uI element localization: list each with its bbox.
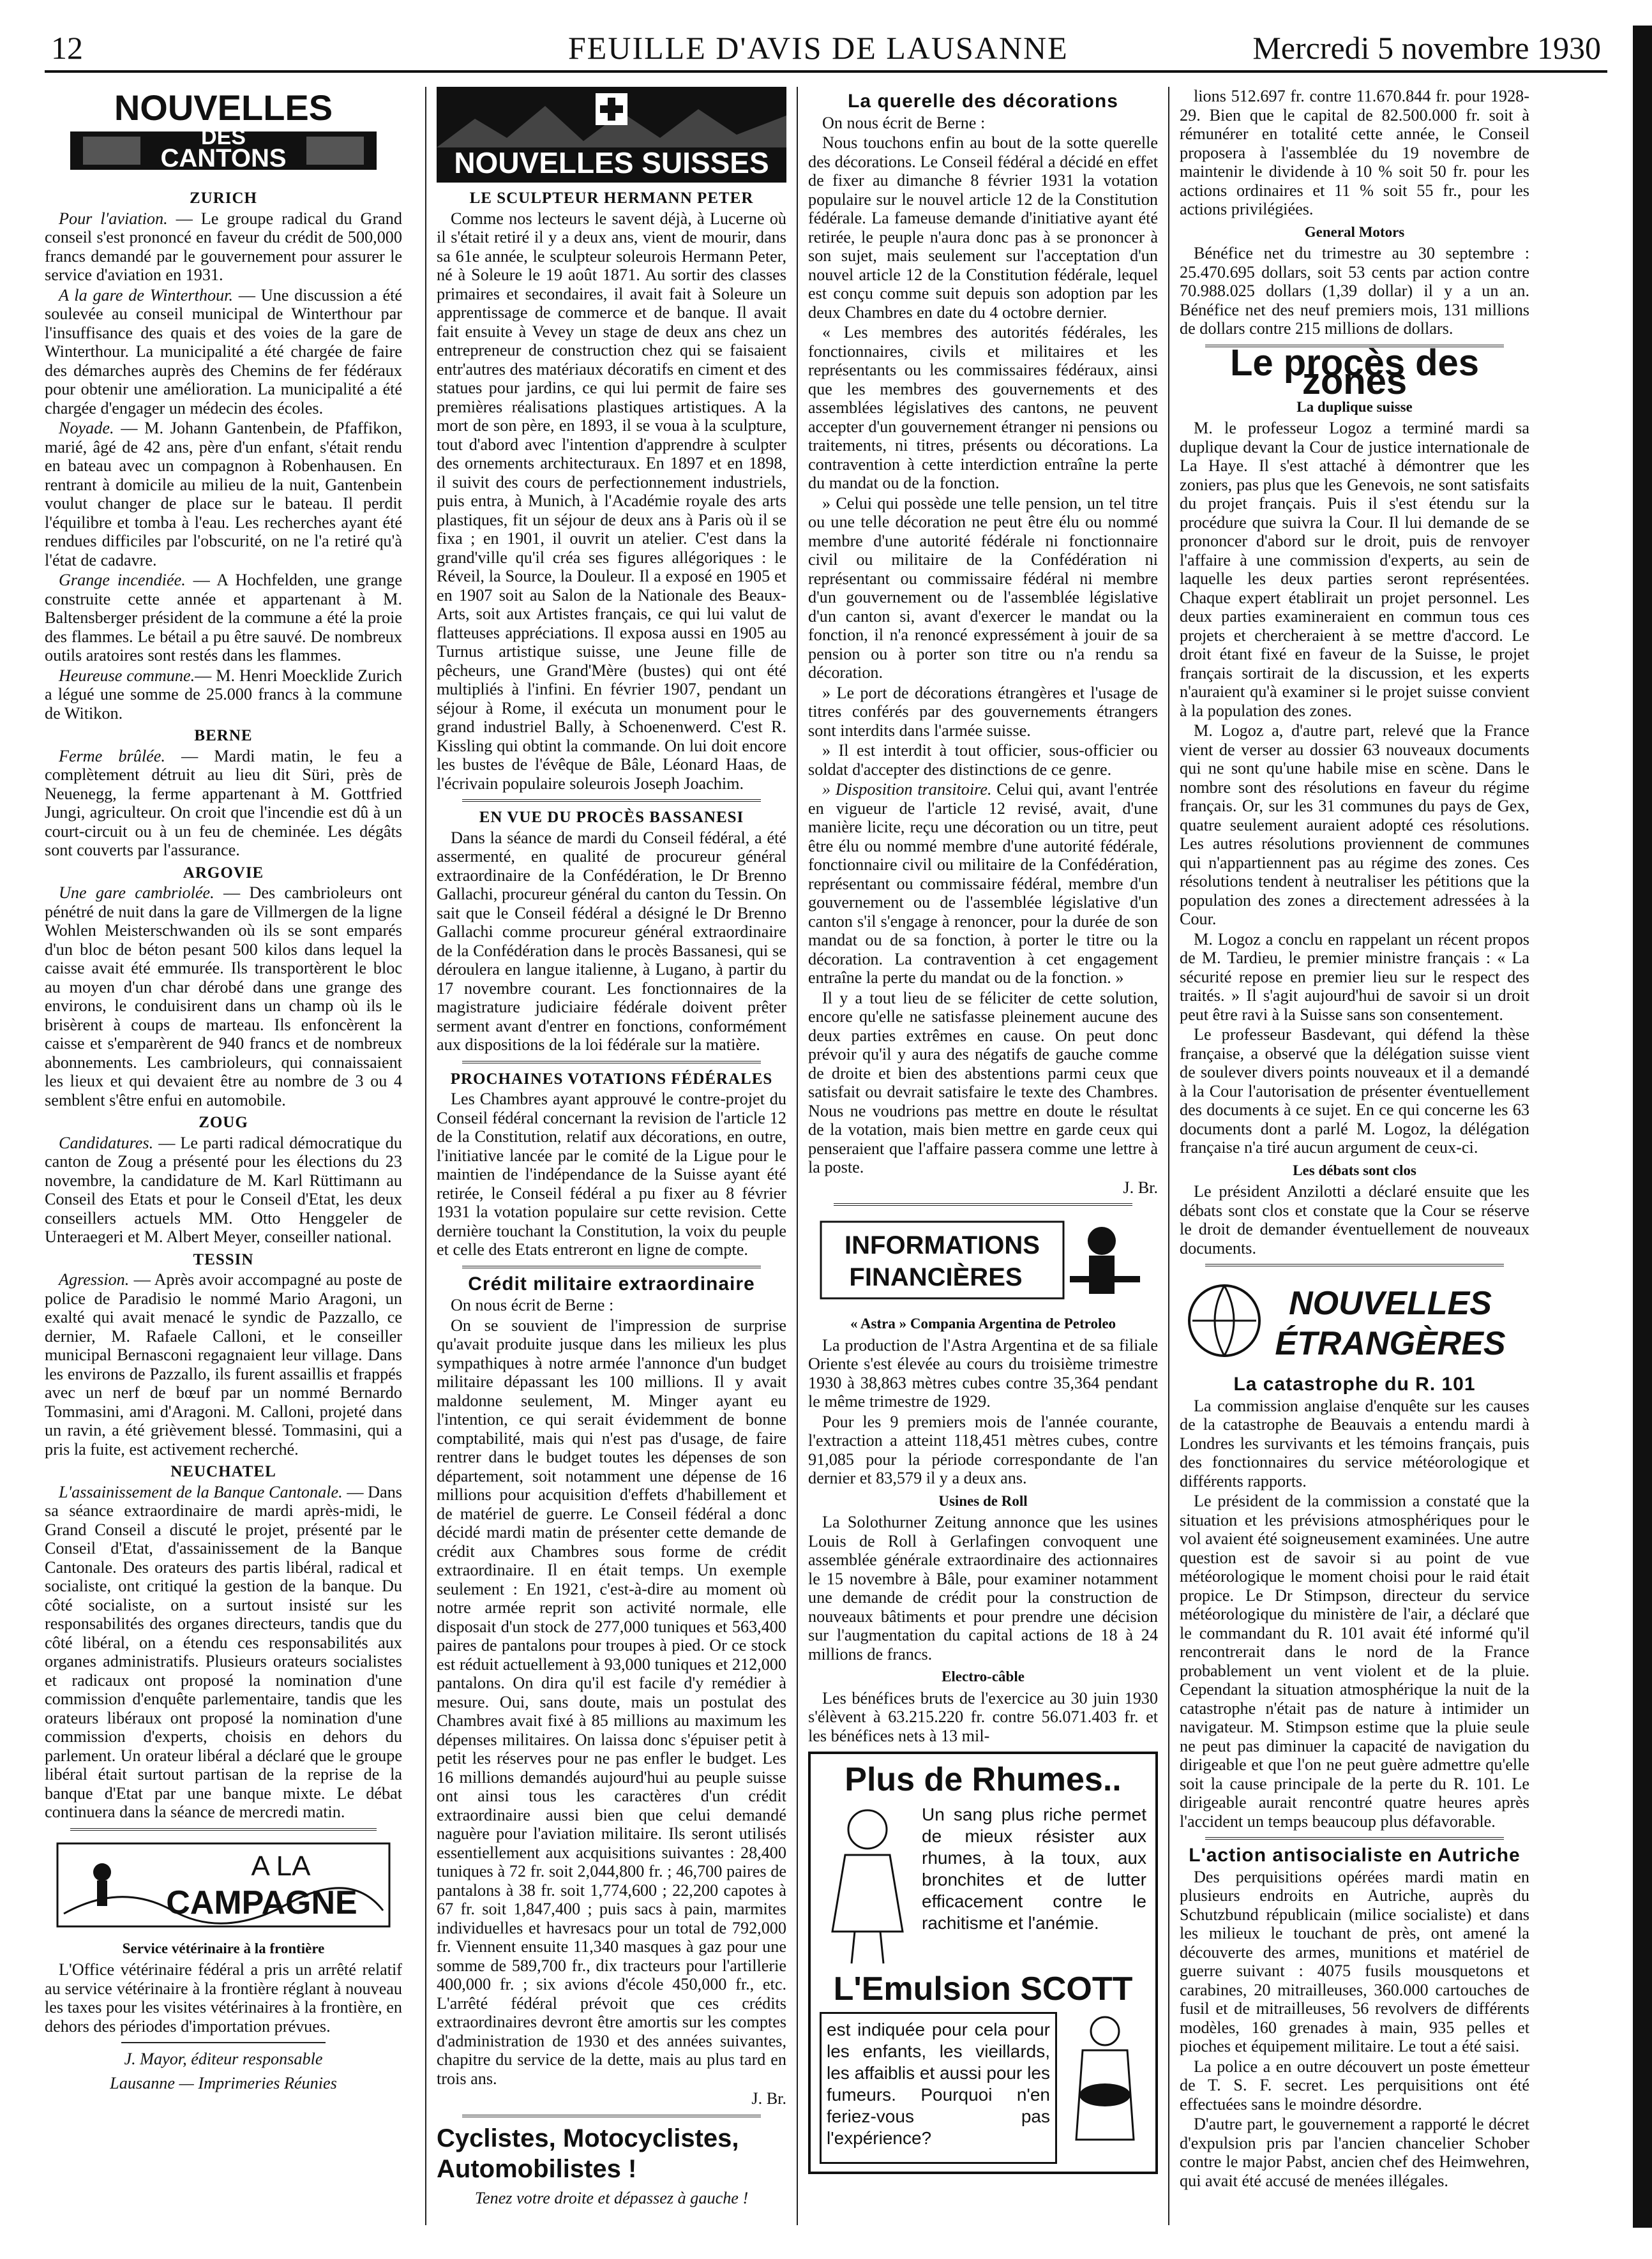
heading-proces-des-zones: Le procès des zones (1229, 341, 1480, 402)
lead: Ferme brûlée. (59, 746, 165, 765)
article-paragraph: » Disposition transitoire. Celui qui, avant l'entrée en vigueur de l'article 12 revisé, avait, d'une manière licite, reçu une décoration ou un titre, peut être élu ou nommé membre d'une autorité fédérale, fonctionnaire civil ou militaire de la Confédération, représentant ou commissaire fédéral, membre d'un gouvernement ou de l'assemblée législative d'un canton s'il s'engage à renoncer, pour la durée de son mandat ou de sa fonction, à porter le titre ou la décoration. La contravention à cet engagement entraîne la perte du mandat ou de la fonction. » (808, 780, 1158, 987)
lead: Heureuse commune. (59, 666, 195, 685)
ad-line-1: Cyclistes, Motocyclistes, (437, 2124, 739, 2152)
page-number: 12 (51, 30, 83, 66)
banner-word-1: NOUVELLES (114, 87, 333, 128)
banner-nouvelles-suisses (437, 87, 786, 183)
column-4 (1168, 87, 1529, 2225)
banner-word-2: ÉTRANGÈRES (1275, 1325, 1506, 1362)
heading-neuchatel: NEUCHATEL (170, 1463, 276, 1480)
scan-edge-bar (1633, 26, 1652, 2228)
banner-informations-financieres (808, 1212, 1158, 1308)
article-paragraph: L'assainissement de la Banque Cantonale. — Dans sa séance extraordinaire de mardi après-midi, le Grand Conseil a discuté le projet, présenté par le Conseil d'Etat, d'assainissement de la Banque Cantonale. Des orateurs des partis libéral, radical et socialiste, ont critiqué la gestion de la banque. Du côté socialiste, on a surtout insisté sur les responsabilités des organes directeurs, tandis que du côté libéral, on a étendu ces responsabilités aux organes administratifs. Plusieurs orateurs socialistes et radicaux ont proposé la nomination d'une commission d'enquête parlementaire, tandis que les orateurs libéraux ont proposé la nomination d'une commission d'experts, choisis en dehors du parlement. Un orateur libéral a déclaré que le groupe libéral était surtout partisan de la reprise de la banque d'Etat par une banque mixte. Le débat continuera dans la séance de mercredi matin. (45, 1482, 402, 1821)
heading-zurich: ZURICH (189, 190, 257, 207)
heading-veterinaire: Service vétérinaire à la frontière (122, 1940, 325, 1956)
banner-word-1: A LA (251, 1850, 311, 1882)
column-3 (797, 87, 1158, 2225)
banner-title: NOUVELLES SUISSES (454, 146, 769, 179)
fisherman-illustration (1063, 2012, 1146, 2165)
column-2 (425, 87, 786, 2225)
ad-cyclistes (437, 2124, 786, 2208)
lead: Une gare cambriolée. (59, 883, 214, 902)
heading-r101: La catastrophe du R. 101 (1233, 1374, 1476, 1395)
lead: Noyade. (59, 419, 114, 437)
divider (1205, 1837, 1504, 1840)
signature: J. Br. (1123, 1178, 1158, 1197)
masthead (45, 26, 1607, 73)
heading-votations: PROCHAINES VOTATIONS FÉDÉRALES (450, 1070, 773, 1088)
child-illustration (820, 1804, 915, 1970)
banner-word-1: NOUVELLES (1289, 1285, 1492, 1322)
divider (462, 2115, 761, 2117)
signature: J. Br. (751, 2089, 786, 2108)
banner-nouvelles-etrangeres (1180, 1273, 1529, 1369)
article-paragraph: Pour les 9 premiers mois de l'année courante, l'extraction a atteint 118,451 mètres cubes, contre 91,085 pour la période correspondante de l'an dernier et 83,579 il y a deux ans. (808, 1412, 1158, 1487)
article-continuation: lions 512.697 fr. contre 11.670.844 fr. pour 1928-29. Bien que le capital de 82.500.000 fr. soit à rémunérer en totalité cette année, le Conseil proposera à l'assemblée du 19 novembre de maintenir le dividende à 10 % soit 50 fr. pour les actions ordinaires et 11 % soit 55 fr., pour les actions privilégiées. (1180, 87, 1529, 218)
article-paragraph: Il y a tout lieu de se féliciter de cette solution, encore qu'elle ne satisfasse pleinement aucune des deux parties extrêmes en cause. On peut donc prévoir qu'il y aura des négatifs de gauche comme de droite et bien des abstentions parmi ceux que satisfait ou devrait satisfaire le texte des Chambres. Nous ne voudrions pas mettre en doute le résultat de la votation, mais bien mettre en garde ceux qui penseraient que l'affaire passera comme une lettre à la poste. (808, 988, 1158, 1176)
issue-date: Mercredi 5 novembre 1930 (1252, 30, 1601, 66)
lead: » Disposition transitoire. (822, 780, 992, 799)
editor-credit: J. Mayor, éditeur responsable (124, 2050, 323, 2068)
article-paragraph: » Il est interdit à tout officier, sous-officier ou soldat d'accepter des distinctions de ce genre. (808, 741, 1158, 779)
banner-nouvelles-des-cantons (45, 87, 402, 183)
article-paragraph: Ferme brûlée. — Mardi matin, le feu a complètement détruit au lieu dit Süri, près de Neuenegg, la ferme appartenant à M. Gottfried Jungi, agriculteur. On croit que l'incendie est dû à un court-circuit ou à un feu de cheminée. Les dégâts sont couverts par l'assurance. (45, 746, 402, 859)
article-paragraph: Les Chambres ayant approuvé le contre-projet du Conseil fédéral concernant la revision de l'article 12 de la Constitution, relatif aux décorations, en outre, l'initiative lancée par le comité de la Ligue pour le maintien de l'indépendance de la Suisse ayant été retirée, le Conseil fédéral a pu fixer au 8 février 1931 la votation populaire sur cette revision. Cette dernière touchant la Constitution, la voix du peuple et celle des Etats entreront en ligne de compte. (437, 1090, 786, 1259)
article-paragraph: M. Logoz a conclu en rappelant un récent propos de M. Tardieu, le premier ministre français : « La sécurité repose en premier lieu sur le respect des traités. » Il s'agit aujourd'hui de savoir si un droit peut être ravi à la Suisse sans son consentement. (1180, 929, 1529, 1024)
heading-tessin: TESSIN (193, 1250, 254, 1268)
article-paragraph: Nous touchons enfin au bout de la sotte querelle des décorations. Le Conseil fédéral a décidé en effet de fixer au dimanche 8 février 1931 la votation populaire sur le nouvel article 12 de la Constitution fédérale. La fameuse demande d'initiative ayant été retirée, le peuple n'aura donc pas à se prononcer à son sujet, mais seulement sur l'acceptation d'un nouvel article 12 de la Constitution fédérale, lequel est conçu comme suit depuis son adoption par les deux Chambres en date du 4 octobre dernier. (808, 133, 1158, 322)
heading-general-motors: General Motors (1304, 223, 1405, 240)
banner-word-2: DES (201, 125, 246, 149)
banner-word-3: CANTONS (160, 144, 287, 172)
ad-text-1: Un sang plus riche permet de mieux résister aux rhumes, à la toux, aux bronchites et de lutter efficacement contre le rachitisme et l'anémie. (922, 1805, 1146, 1933)
divider (462, 1266, 761, 1268)
heading-decorations: La querelle des décorations (848, 91, 1118, 112)
lead: L'assainissement de la Banque Cantonale. (59, 1482, 343, 1501)
heading-zoug: ZOUG (199, 1114, 248, 1131)
divider (462, 799, 761, 802)
article-paragraph: Le professeur Basdevant, qui défend la thèse française, a observé que la délégation suisse vient de soulever divers points nouveaux et il a demandé à la Cour l'autorisation de présenter éventuellement des documents à ce sujet. En ce qui concerne les 63 documents dont a parlé M. Logoz, la délégation française n'a tiré aucun argument de ceux-ci. (1180, 1025, 1529, 1157)
banner-a-la-campagne (45, 1837, 402, 1933)
article-paragraph: Une gare cambriolée. — Des cambrioleurs ont pénétré de nuit dans la gare de Villmergen de la ligne Wohlen Meisterschwanden où ils se sont emparés d'un bloc de béton pesant 500 kilos dans lequel la caisse avait été emmurée. Ils transportèrent le bloc au moyen d'un char dérobé dans une grange des environs, le conduisirent dans un champ où ils le brisèrent à coups de marteau. Ils enfoncèrent la caisse et s'emparèrent de 940 francs et de nombreux abonnements. Les cambrioleurs, qui connaissaient les lieux et qui devaient être au nombre de 3 ou 4 semblent s'être enfui en automobile. (45, 883, 402, 1109)
ad-text-2: est indiquée pour cela pour les enfants, les vieillards, les affaiblis et aussi pour les fumeurs. Pourquoi n'en feriez-vous pas l'expérience? (820, 2012, 1057, 2164)
lead: A la gare de Winterthour. (59, 285, 233, 304)
article-paragraph: Noyade. — M. Johann Gantenbein, de Pfaffikon, marié, âgé de 42 ans, père d'un enfant, s'était rendu en bateau avec un compagnon à Robenhausen. En rentrant à domicile au milieu de la nuit, Gantenbein voulut changer de place sur le bateau. Il perdit l'équilibre et tomba à l'eau. Les recherches ayant été rendues difficiles par l'obscurité, on ne l'a retiré qu'à l'état de cadavre. (45, 419, 402, 569)
article-paragraph: D'autre part, le gouvernement a rapporté le décret d'expulsion pris par l'ancien chancelier Schober contre le major Pabst, ancien chef des Heimwehren, qui avait été accusé de menées illégales. (1180, 2115, 1529, 2190)
ad-line-3: Tenez votre droite et dépassez à gauche ! (474, 2188, 749, 2207)
heading-bassanesi: EN VUE DU PROCÈS BASSANESI (479, 809, 744, 826)
article-paragraph: M. le professeur Logoz a terminé mardi sa duplique devant la Cour de justice internationale de La Haye. Il s'est attaché à démontrer que les zoniers, pas plus que les Genevois, ne sont satisfaits du projet français. Puis il s'est étendu sur la procédure que suivra la Cour. Il lui demande de se prononcer d'abord sur le droit, puis de renvoyer l'affaire à une commission d'experts, au sein de laquelle les deux parties seront représentées. Chaque expert établirait un projet personnel. Les deux parties examineraient en commun tous ces projets et chercheraient à se mettre d'accord. Le droit étant fixé en faveur de la Suisse, le projet français sortirait de la discussion, et les experts n'auraient qu'à examiner si le projet suisse convient à la population des zones. (1180, 419, 1529, 720)
divider (1205, 1264, 1504, 1266)
lead: Grange incendiée. (59, 571, 186, 589)
article-paragraph: Grange incendiée. — A Hochfelden, une grange construite cette année et appartenant à M. Baltensberger président de la commune a été la proie des flammes. Le bétail a pu être sauvé. De nombreux outils aratoires sont restés dans les flammes. (45, 571, 402, 664)
printer-credit: Lausanne — Imprimeries Réunies (110, 2073, 337, 2092)
divider (70, 1828, 377, 1831)
newspaper-page (45, 26, 1607, 2228)
article-paragraph: Les bénéfices bruts de l'exercice au 30 juin 1930 s'élèvent à 63.215.220 fr. contre 56.071.403 fr. et les bénéfices nets à 13 mil- (808, 1688, 1158, 1745)
lead: Agression. (59, 1270, 130, 1289)
heading-autriche: L'action antisocialiste en Autriche (1189, 1845, 1521, 1866)
heading-roll: Usines de Roll (938, 1492, 1028, 1509)
article-paragraph: La commission anglaise d'enquête sur les causes de la catastrophe de Beauvais a entendu mardi à Londres les survivants et les témoins français, puis des fonctionnaires du service météorologique et différents rapports. (1180, 1396, 1529, 1490)
lead: Candidatures. (59, 1133, 154, 1152)
article-paragraph: » Celui qui possède une telle pension, un tel titre ou une telle décoration ne peut être élu ou nommé membre d'une autorité fédérale ni fonctionnaire civil ou militaire de la Confédération ni représentant ou commissaire fédéral ni membre d'un gouvernement ou de l'assemblée législative d'un canton si, avant d'exercer le mandat ou la fonction, il n'a renoncé expressément à jouir de sa pension ou à porter son titre ou n'a rendu sa décoration. (808, 493, 1158, 682)
divider (121, 2042, 326, 2043)
subheading-duplique: La duplique suisse (1296, 398, 1413, 415)
article-paragraph: « Les membres des autorités fédérales, les fonctionnaires, civils et militaires et les représentants ou les commissaires fédéraux, ainsi que les membres des gouvernements et des assemblées législatives des cantons, ne peuvent accepter d'un gouvernement étranger ni pensions ou traitements, ni titres, présents ou décorations. La contravention à cette interdiction entraîne la perte du mandat ou de la fonction. (808, 323, 1158, 492)
column-1 (45, 87, 402, 2225)
heading-astra: « Astra » Compania Argentina de Petroleo (850, 1316, 1116, 1332)
heading-argovie: ARGOVIE (183, 864, 264, 882)
article-paragraph: » Le port de décorations étrangères et l'usage de titres conférés par des gouvernements étrangers sont interdits dans l'armée suisse. (808, 683, 1158, 740)
article-paragraph: M. Logoz a, d'autre part, relevé que la France vient de verser au dossier 63 nouveaux documents qui ne sont qu'une habile mise en scène. Dans le nombre sont des résolutions en faveur du régime français. Or, sur les 31 communes du pays de Gex, quatre seulement auraient adopté ces résolutions. Les autres résolutions proviennent de communes qui n'appartiennent pas au régime des zones. Ces résolutions tendent à neutraliser les pétitions que la population des zones a directement adressées à la Cour. (1180, 721, 1529, 928)
article-paragraph: La Solothurner Zeitung annonce que les usines Louis de Roll à Gerlafingen convoquent une assemblée générale extraordinaire des actionnaires le 15 novembre à Bâle, pour examiner notamment une demande de crédit pour la construction de nouveaux bâtiments et pour prendre une décision sur l'augmentation du capital actions de 18 à 24 millions de francs. (808, 1513, 1158, 1663)
article-paragraph: Des perquisitions opérées mardi matin en plusieurs endroits en Autriche, auprès du Schutzbund républicain (milice socialiste) et dans les milieux le touchant de près, ont amené la découverte des armes, munitions et matériel de guerre suivant : 4075 fusils mousquetons et carabines, 20 mitrailleuses, 360.000 cartouches de fusil et de mitrailleuses, 56 revolvers de différents modèles, 160 grenades à main, 935 pelles et pioches et équipement militaire. Le tout a été saisi. (1180, 1867, 1529, 2055)
article-paragraph: On se souvient de l'impression de surprise qu'avait produite jusque dans les milieux les plus sympathiques à notre armée l'annonce d'un budget militaire dépassant les 100 millions. Il y avait maldonne seulement, M. Minger ayant eu l'intention, ce qui serait évidemment de bonne comptabilité, mais qui n'est pas d'usage, de faire rentrer dans le budget toutes les dépenses de son département, soit notamment une dépense de 16 millions pour acquisition d'effets d'habillement et de matériel de guerre. Le Conseil fédéral a donc décidé mardi matin de présenter cette demande de crédit aux Chambres sous forme de crédit extraordinaire. Il en était temps. Un exemple seulement : En 1921, c'est-à-dire au moment où notre armée reprit son activité normale, elle disposait d'un stock de 277,000 tuniques et 563,400 paires de pantalons pour troupes à pied. Or ce stock est réduit actuellement à 93,000 tuniques et 212,000 pantalons. On dira qu'il est facile d'y remédier à mesure. Oui, sans doute, mais un postulat des Chambres avait fixé à 85 millions au maximum les dépenses militaires. On laissa donc s'épuiser petit à petit les réserves pour ne pas enfler le budget. Les 16 millions demandés aujourd'hui au peuple suisse ont ainsi tous les caractères d'un crédit extraordinaire aussi bien que celui demandé naguère pour l'aviation militaire. Ils seront utilisés essentiellement aux acquisitions suivantes : 28,400 tuniques à 72 fr. soit 2,044,800 fr. ; 46,700 paires de pantalons à 38 fr. soit 1,774,600 ; 22,200 capotes à 67 fr. soit 1,847,400 ; puis sacs à pain, marmites individuelles et havresacs pour un total de 792,000 fr. Viennent ensuite 11,340 masques à gaz pour une somme de 589,700 fr., dix tracteurs pour l'artillerie 400,000 fr. ; six avions d'école 450,000 fr., etc. L'arrêté fédéral prévoit que ces crédits extraordinaires devront être amortis sur les comptes d'administration de 1930 et des années suivantes, chapitre du service de la dette, mais au plus tard en trois ans. (437, 1316, 786, 2088)
heading-cable: Electro-câble (942, 1669, 1025, 1685)
article-paragraph: Agression. — Après avoir accompagné au poste de police de Paradisio le nommé Mario Aragoni, un exalté qui avait menacé le syndic de Pazzallo, ce dernier, M. Rafaele Calloni, et le conseiller municipal Bernasconi regagnaient leur village. Dans les environs de Pazzallo, ils furent assaillis et frappés avec un nerf de bœuf par un nommé Bernardo Tommasini, ami d'Aragoni. M. Calloni, projeté dans un ravin, a été grièvement blessé. Tommasini, qui a pris la fuite, est activement recherché. (45, 1270, 402, 1459)
lead: Pour l'aviation. (59, 209, 168, 228)
heading-credit-militaire: Crédit militaire extraordinaire (468, 1273, 755, 1295)
article-paragraph: Pour l'aviation. — Le groupe radical du Grand conseil s'est prononcé en faveur du crédit de 500,000 francs demandé par le gouvernement pour assurer le service d'aviation en 1931. (45, 209, 402, 284)
article-paragraph: Heureuse commune.— M. Henri Moecklide Zurich a légué une somme de 25.000 francs à la commune de Witikon. (45, 666, 402, 723)
dateline: On nous écrit de Berne : (451, 1296, 614, 1314)
dateline: On nous écrit de Berne : (822, 113, 986, 132)
article-paragraph: Bénéfice net du trimestre au 30 septembre : 25.470.695 dollars, soit 53 cents par action contre 70.988.025 dollars (1,39 dollar) il y a un an. Bénéfice net des neuf premiers mois, 131 millions de dollars contre 215 millions de dollars. (1180, 244, 1529, 338)
ad-brand: L'Emulsion SCOTT (833, 1970, 1133, 2008)
subheading-debats: Les débats sont clos (1293, 1162, 1416, 1178)
divider (462, 1061, 761, 1063)
article-paragraph: La production de l'Astra Argentina et de sa filiale Oriente s'est élevée au cours du troisième trimestre 1930 à 38,863 mètres cubes contre 35,364 pendant le même trimestre de 1929. (808, 1335, 1158, 1411)
ad-headline: Plus de Rhumes.. (845, 1761, 1122, 1798)
article-paragraph: Le président Anzilotti a déclaré ensuite que les débats sont clos et constate que la Cour se réserve le droit de demander éventuellement de nouveaux documents. (1180, 1182, 1529, 1257)
article-paragraph: Comme nos lecteurs le savent déjà, à Lucerne où il s'était retiré il y a deux ans, vient de mourir, dans sa 61e année, le sculpteur soleurois Hermann Peter, né à Soleure le 19 août 1871. Au sortir des classes primaires et secondaires, il avait fait à Soleure un apprentissage de commerce et de banque. Il avait fait ensuite à Vevey un stage de deux ans chez un entrepreneur de construction chez qui se faisaient entr'autres des matériaux décoratifs en ciment et des statues pour jardins, ce qui lui permit de faire ses premières réalisations plastiques artistiques. A la mort de son père, en 1893, il se voua à la sculpture, tout d'abord avec l'intention d'apprendre à sculpter des ornements architecturaux. En 1897 et en 1898, il suivit des cours de perfectionnement industriels, puis entra, à Munich, à l'Académie royale des arts plastiques, fit un séjour de deux ans à Paris où il se fixa ; en 1901, il ouvrit un atelier. C'est dans la grand'ville qu'il créa ses figures allégoriques : le Réveil, la Source, la Douleur. Il a exposé en 1905 et en 1907 soit au Salon de la Nationale des Beaux-Arts, soit aux Artistes français, ce qui lui valut de flatteuses appréciations. Il exposa aussi en 1905 au Turnus artistique suisse, une Jeune fille de pêcheurs, une Grand'Mère (bustes) qui ont été multipliés à l'infini. En février 1907, pendant un séjour à Rome, il exécuta un monument pour le grand industriel Bally, à Schoenenwerd. C'est R. Kissling qui obtint la commande. On lui doit encore les bustes de l'évêque de Bâle, Léonard Haas, de l'écrivain populaire soleurois Joseph Joachim. (437, 209, 786, 793)
ad-emulsion-scott (808, 1752, 1158, 2174)
banner-word-1: INFORMATIONS (845, 1231, 1040, 1259)
article-paragraph: La police a en outre découvert un poste émetteur de T. S. F. secret. Les perquisitions ont été effectuées sans le moindre désordre. (1180, 2057, 1529, 2113)
article-paragraph: L'Office vétérinaire fédéral a pris un arrêté relatif au service vétérinaire à la frontière réglant à nouveau les taxes pour les visites vétérinaires à la frontière, en dehors des périodes d'importation prévues. (45, 1960, 402, 2036)
article-paragraph: Dans la séance de mardi du Conseil fédéral, a été assermenté, en qualité de procureur général extraordinaire de la Confédération, le Dr Brenno Gallachi, procureur général du canton du Tessin. On sait que le Conseil fédéral a désigné le Dr Brenno Gallachi comme procureur général extraordinaire de la Confédération dans le procès Bassanesi, qui se déroulera en langue italienne, à Lugano, à partir du 17 novembre courant. Les fonctionnaires de la magistrature judiciaire fédérale doivent prêter serment avant d'entrer en fonctions, conformément aux dispositions de la loi fédérale sur la matière. (437, 828, 786, 1054)
banner-word-2: CAMPAGNE (166, 1884, 357, 1921)
article-paragraph: Candidatures. — Le parti radical démocratique du canton de Zoug a présenté pour les élections du 23 novembre, la candidature de M. Karl Rüttimann au Conseil des Etats et pour le Conseil d'Etat, les deux conseillers actuels MM. Otto Henggeler de Unteraegeri et M. Albert Meyer, conseiller national. (45, 1133, 402, 1246)
heading-sculpteur: LE SCULPTEUR HERMANN PETER (469, 190, 754, 207)
ad-line-2: Automobilistes ! (437, 2154, 637, 2183)
banner-word-2: FINANCIÈRES (849, 1263, 1023, 1291)
divider (834, 1203, 1132, 1206)
heading-berne: BERNE (194, 727, 253, 744)
newspaper-title: FEUILLE D'AVIS DE LAUSANNE (568, 30, 1069, 66)
article-paragraph: A la gare de Winterthour. — Une discussion a été soulevée au conseil municipal de Winterthour par l'insuffisance des quais et des voies de la gare de Winterthour. La municipalité a été chargée de faire des démarches auprès des Chemins de fer fédéraux pour obtenir une amélioration. La municipalité a été chargée d'engager un médecin des écoles. (45, 285, 402, 417)
article-paragraph: Le président de la commission a constaté que la situation et les prévisions atmosphériques pour le vol avaient été soigneusement examinées. Une autre question est de savoir si au point de vue météorologique le moment choisi pour le raid était propice. Le Dr Stimpson, directeur du service météorologique du ministère de l'air, a déclaré que le commandant du R. 101 avait été informé qu'il rencontrerait dans le nord de la France probablement un vent violent et de la pluie. Cependant la situation atmosphérique la nuit de la catastrophe n'était pas de nature à intimider un navigateur. M. Stimpson estime que la pluie seule ne peut pas diminuer la capacité de navigation du dirigeable et que l'on ne peut guère admettre qu'elle soit la cause principale de la perte du R. 101. Le dirigeable aurait rencontré quatre heures après l'accident un temps beaucoup plus défavorable. (1180, 1492, 1529, 1831)
